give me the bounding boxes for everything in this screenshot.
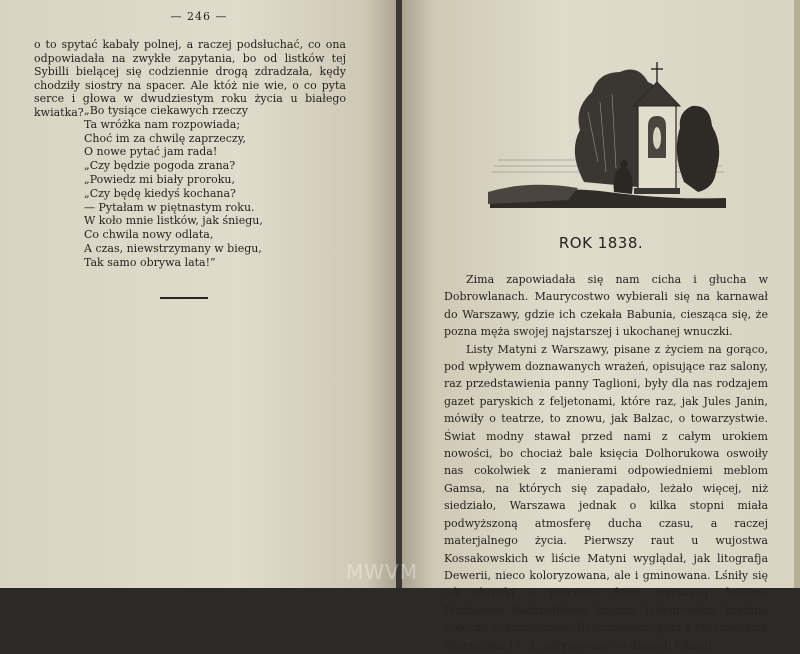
section-divider	[160, 297, 208, 299]
chapter-text	[444, 271, 768, 654]
poem-line: Co chwila nowy odlata,	[84, 228, 214, 242]
paragraph: Listy Matyni z Warszawy, pisane z życiem na gorąco, pod wpływem doznawanych wrażeń, opisujące raz salony, raz przedstawienia panny Taglioni, były dla nas rodzajem gazet paryskich z feljetonami, które raz, jak Jules Janin, mówiły o teatrze, to znowu, jak Balzac, o towarzystwie. Świat modny stawał przed nami z całym urokiem nowości, bo chociaż bale księcia Dolhorukowa oswoiły nas cokolwiek z manierami odpowiedniemi meblom Gamsa, na których się zapadało, leżało więcej, niż siedziało, Warszawa jednak o kilka stopni miała podwyższoną atmosferę ducha czasu, a raczej materjalnego życia. Pierwszy raut u wujostwa Kossakowskich w liście Matyni wyglądał, jak litografja Dewerii, nieco koloryzowana, ale i gminowana. Lśniły się jak obrazki te pierwsze damy Warszawy: księżna Michałowa Radziwiłłowa, księżna Jabłonowska, hrabina Potocka Franciszkowa, Ryszczewska, pani z Mostowskich Starzyńska i t. d., ufryzowane, w długich lokach	[444, 342, 768, 652]
chapter-title: ROK 1838.	[558, 234, 644, 252]
poem-line: W koło mnie listków, jak śniegu,	[84, 214, 263, 228]
poem-line: — Pytałam w piętnastym roku.	[84, 200, 255, 214]
poem-line: „Czy będę kiedyś kochana?	[84, 186, 236, 200]
wayside-shrine-engraving	[488, 42, 728, 212]
poem-line: „Bo tysiące ciekawych rzeczy	[84, 104, 248, 117]
poem-line: „Powiedz mi biały proroku,	[84, 172, 235, 186]
poem-line: A czas, niewstrzymany w biegu,	[84, 241, 262, 255]
poem-line: „Czy będzie pogoda zrana?	[84, 159, 236, 173]
poem-line: Ta wróżka nam rozpowiada;	[84, 117, 241, 131]
poem-line: Choć im za chwilę zaprzeczy,	[84, 131, 246, 145]
paragraph: Zima zapowiadała się nam cicha i głucha w Dobrowlanach. Maurycostwo wybierali się na karnawał do Warszawy, gdzie ich czekała Babunia, ciesząca się, że pozna męża swojej najstarszej i ukochanej wnuczki.	[444, 273, 768, 339]
watermark: MWVM	[346, 560, 418, 584]
page-edge	[794, 0, 800, 588]
left-prose: o to spytać kabały polnej, a raczej podsłuchać, co ona odpowiadała na zwykłe zapytania, bo od listków tej Sybilli bielącej się codziennie drogą zdradzała, kędy chodziły siostry na spacer. Ale któż nie wie, o co pyta serce i głowa w dwudziestym roku życia u białego kwiatka?	[34, 38, 346, 119]
poem	[84, 104, 263, 270]
left-page	[0, 0, 398, 588]
page-number: — 246 —	[170, 10, 228, 23]
poem-line: Tak samo obrywa lata!”	[84, 255, 216, 269]
poem-line: O nowe pytać jam rada!	[84, 145, 218, 159]
right-page	[402, 0, 800, 652]
